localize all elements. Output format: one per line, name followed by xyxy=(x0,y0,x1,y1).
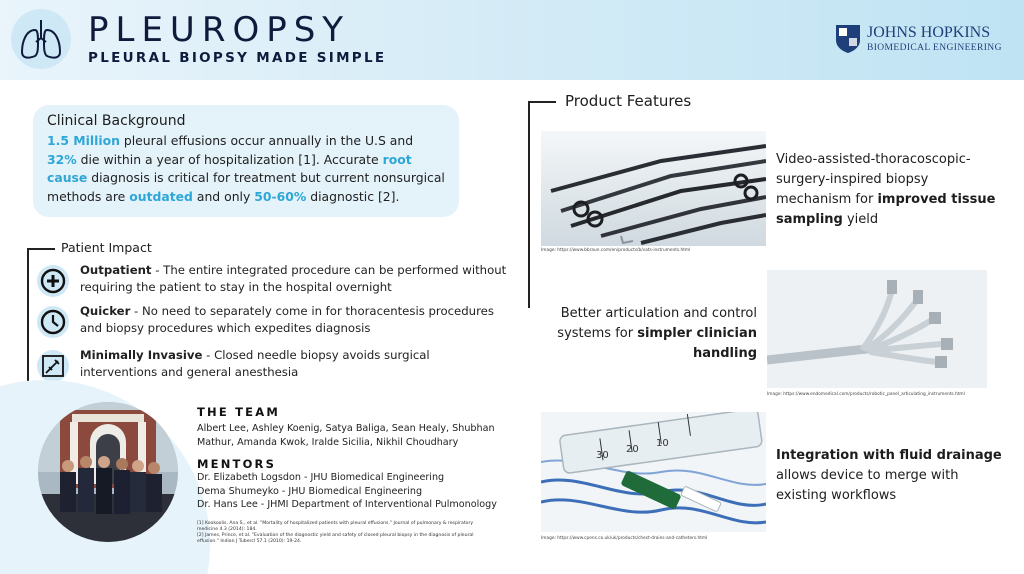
impact-description: - Closed needle biopsy avoids surgical interventions and general anesthesia xyxy=(80,348,430,379)
reference-item: [2] James, Prince, et al. "Evaluation of the diagnostic yield and safety of closed pleural biopsy in the diagnosis of pleural effusion." Indian J Tubercl 57.1 (2010): 19-24. xyxy=(197,533,474,544)
mentor-item: Dema Shumeyko - JHU Biomedical Engineering xyxy=(197,485,423,497)
patient-impact-heading: Patient Impact xyxy=(61,240,152,255)
clinical-text-part: and only xyxy=(192,188,255,204)
impact-item-quicker xyxy=(36,303,506,347)
feature-articulation xyxy=(545,304,757,364)
references xyxy=(197,521,487,545)
articulating-instrument-image xyxy=(767,270,987,388)
institution-name: JOHNS HOPKINS xyxy=(867,24,991,41)
page-subtitle: PLEURAL BIOPSY MADE SIMPLE xyxy=(88,50,387,66)
svg-text:30: 30 xyxy=(596,450,609,461)
feature-emphasis: improved tissue sampling xyxy=(776,192,996,227)
reference-item: [1] Kookoolis, Ana S., et al. "Mortality of hospitalized patients with pleural effusions." Journal of pulmonary & respiratory medicine 4.3 (2014): 184. xyxy=(197,521,474,532)
drainage-syringe-image xyxy=(541,412,766,532)
product-features-heading: Product Features xyxy=(565,92,692,110)
image-credit: Image: https://www.bbraun.com/en/products/b/vats-instruments.html xyxy=(541,248,691,253)
feature-emphasis: Integration with fluid drainage xyxy=(776,448,1002,463)
mentor-item: Dr. Elizabeth Logsdon - JHU Biomedical Engineering xyxy=(197,472,445,483)
section-rule xyxy=(27,248,55,250)
feature-text: allows device to merge with existing workflows xyxy=(776,468,959,503)
institution-logo xyxy=(835,22,1002,58)
highlight-outdated: outdated xyxy=(129,188,193,204)
feature-text: Better articulation and control systems for xyxy=(557,306,757,341)
highlight-root-cause: root cause xyxy=(47,151,412,185)
svg-text:20: 20 xyxy=(626,444,639,455)
feature-biopsy-mechanism xyxy=(776,150,1006,230)
impact-description: - No need to separately come in for thoracentesis procedures and biopsy procedures which expedites diagnosis xyxy=(80,304,494,335)
impact-text xyxy=(80,303,510,337)
shield-icon xyxy=(835,24,861,54)
impact-title: Outpatient xyxy=(80,263,152,277)
image-credit: Image: https://www.endomedical.com/products/robotic_panel_articulating_instruments.html xyxy=(767,392,965,397)
feature-text: Video-assisted-thoracoscopic-surgery-inspired biopsy mechanism for xyxy=(776,152,971,207)
impact-title: Quicker xyxy=(80,304,131,318)
stat-diagnostic: 50-60% xyxy=(254,188,307,204)
clock-icon xyxy=(36,305,70,339)
clinical-heading: Clinical Background xyxy=(47,113,186,129)
plus-circle-icon xyxy=(36,264,70,298)
clinical-text-part: diagnosis is critical for treatment but current nonsurgical methods are xyxy=(47,170,445,204)
mentor-item: Dr. Hans Lee - JHMI Department of Interventional Pulmonology xyxy=(197,499,497,510)
clinical-text-part: diagnostic [2]. xyxy=(306,188,400,204)
team-section xyxy=(197,405,517,512)
clinical-text-part: pleural effusions occur annually in the U.S and xyxy=(119,133,414,148)
impact-title: Minimally Invasive xyxy=(80,348,203,362)
needle-icon xyxy=(36,349,70,383)
clinical-text xyxy=(47,132,445,206)
team-members: Albert Lee, Ashley Koenig, Satya Baliga, Sean Healy, Shubhan Mathur, Amanda Kwok, Iralde Sicilia, Nikhil Choudhary xyxy=(197,423,495,448)
section-rule xyxy=(27,248,29,383)
header-banner xyxy=(0,0,1024,80)
section-rule xyxy=(528,101,530,308)
impact-text xyxy=(80,262,510,296)
mentors-heading: MENTORS xyxy=(197,457,277,471)
section-rule xyxy=(528,101,556,103)
lungs-icon xyxy=(10,8,72,70)
stat-mortality: 32% xyxy=(47,151,77,167)
clinical-text-part: die within a year of hospitalization [1]. Accurate xyxy=(76,151,383,167)
image-credit: Image: https://www.cpens.co.uk/uk/products/chest-drains-and-catheters.html xyxy=(541,536,708,541)
impact-item-outpatient xyxy=(36,262,506,306)
feature-emphasis: simpler clinician handling xyxy=(637,326,757,361)
institution-department: BIOMEDICAL ENGINEERING xyxy=(867,43,1002,53)
impact-item-minimally-invasive xyxy=(36,347,506,391)
clinical-background-card xyxy=(33,105,459,217)
svg-text:10: 10 xyxy=(656,438,669,449)
impact-text xyxy=(80,347,510,381)
stat-effusions: 1.5 Million xyxy=(47,133,120,148)
feature-fluid-drainage xyxy=(776,446,1006,506)
impact-description: - The entire integrated procedure can be performed without requiring the patient to stay in the hospital overnight xyxy=(80,263,507,294)
team-heading: THE TEAM xyxy=(197,405,280,419)
feature-text: yield xyxy=(842,212,879,227)
team-photo xyxy=(38,402,178,542)
page-title: PLEUROPSY xyxy=(88,10,351,50)
vats-instruments-image xyxy=(541,131,766,246)
